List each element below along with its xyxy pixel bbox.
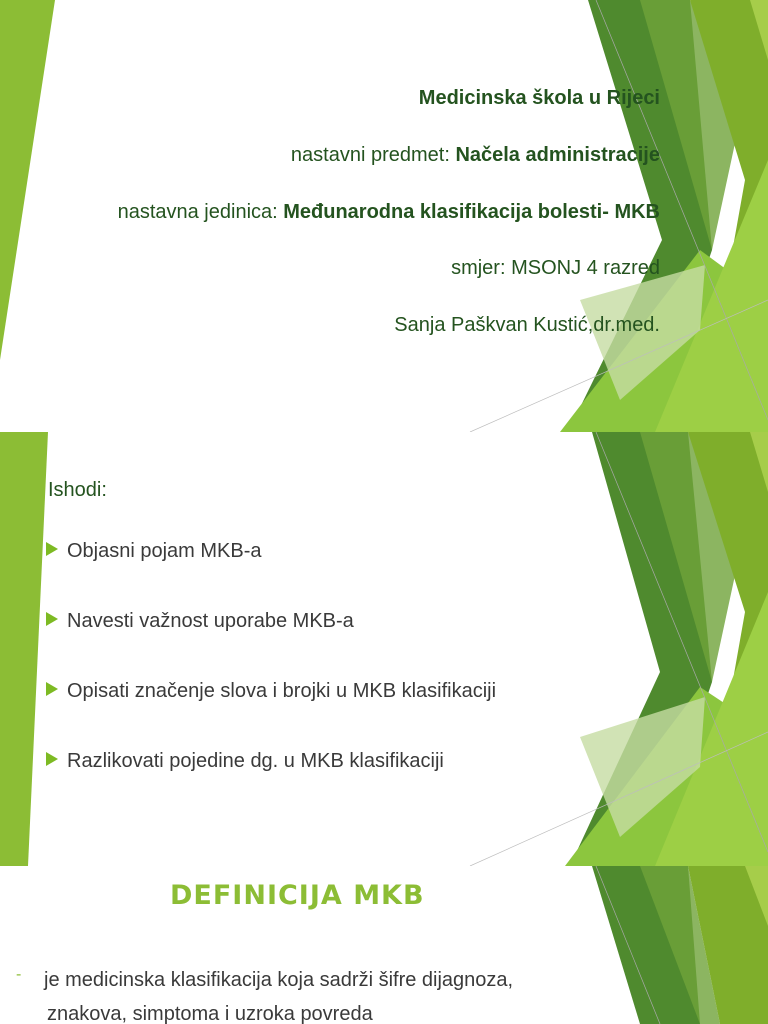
author-line: Sanja Paškvan Kustić,dr.med. <box>394 314 660 336</box>
unit-value: Međunarodna klasifikacija bolesti- MKB <box>283 201 660 223</box>
title-slide <box>0 0 768 432</box>
slide-decoration <box>0 432 768 866</box>
unit-line <box>118 200 660 224</box>
triangle-bullet-icon <box>46 612 58 626</box>
dash-bullet: - <box>16 966 22 983</box>
definition-slide <box>0 866 768 1024</box>
unit-label: nastavna jedinica: <box>117 201 284 223</box>
subject-value: Načela administracije <box>455 144 660 166</box>
triangle-bullet-icon <box>46 752 58 766</box>
list-item: Navesti važnost uporabe MKB-a <box>46 609 354 633</box>
list-item: Objasni pojam MKB-a <box>46 539 262 563</box>
definition-text-line-2: znakova, simptoma i uzroka povreda <box>47 1003 373 1024</box>
subject-label: nastavni predmet: <box>290 144 456 166</box>
list-item: Opisati značenje slova i brojki u MKB klasifikaciji <box>46 679 496 703</box>
list-item: Razlikovati pojedine dg. u MKB klasifikaciji <box>46 749 444 773</box>
outcomes-slide <box>0 432 768 866</box>
outcomes-heading: Ishodi: <box>48 479 107 501</box>
definition-title: DEFINICIJA MKB <box>170 880 425 911</box>
school-name: Medicinska škola u Rijeci <box>418 87 660 109</box>
subject-line <box>291 143 660 167</box>
direction-line: smjer: MSONJ 4 razred <box>451 257 660 279</box>
triangle-bullet-icon <box>46 682 58 696</box>
definition-text-line-1: je medicinska klasifikacija koja sadrži šifre dijagnoza, <box>44 969 514 991</box>
triangle-bullet-icon <box>46 542 58 556</box>
